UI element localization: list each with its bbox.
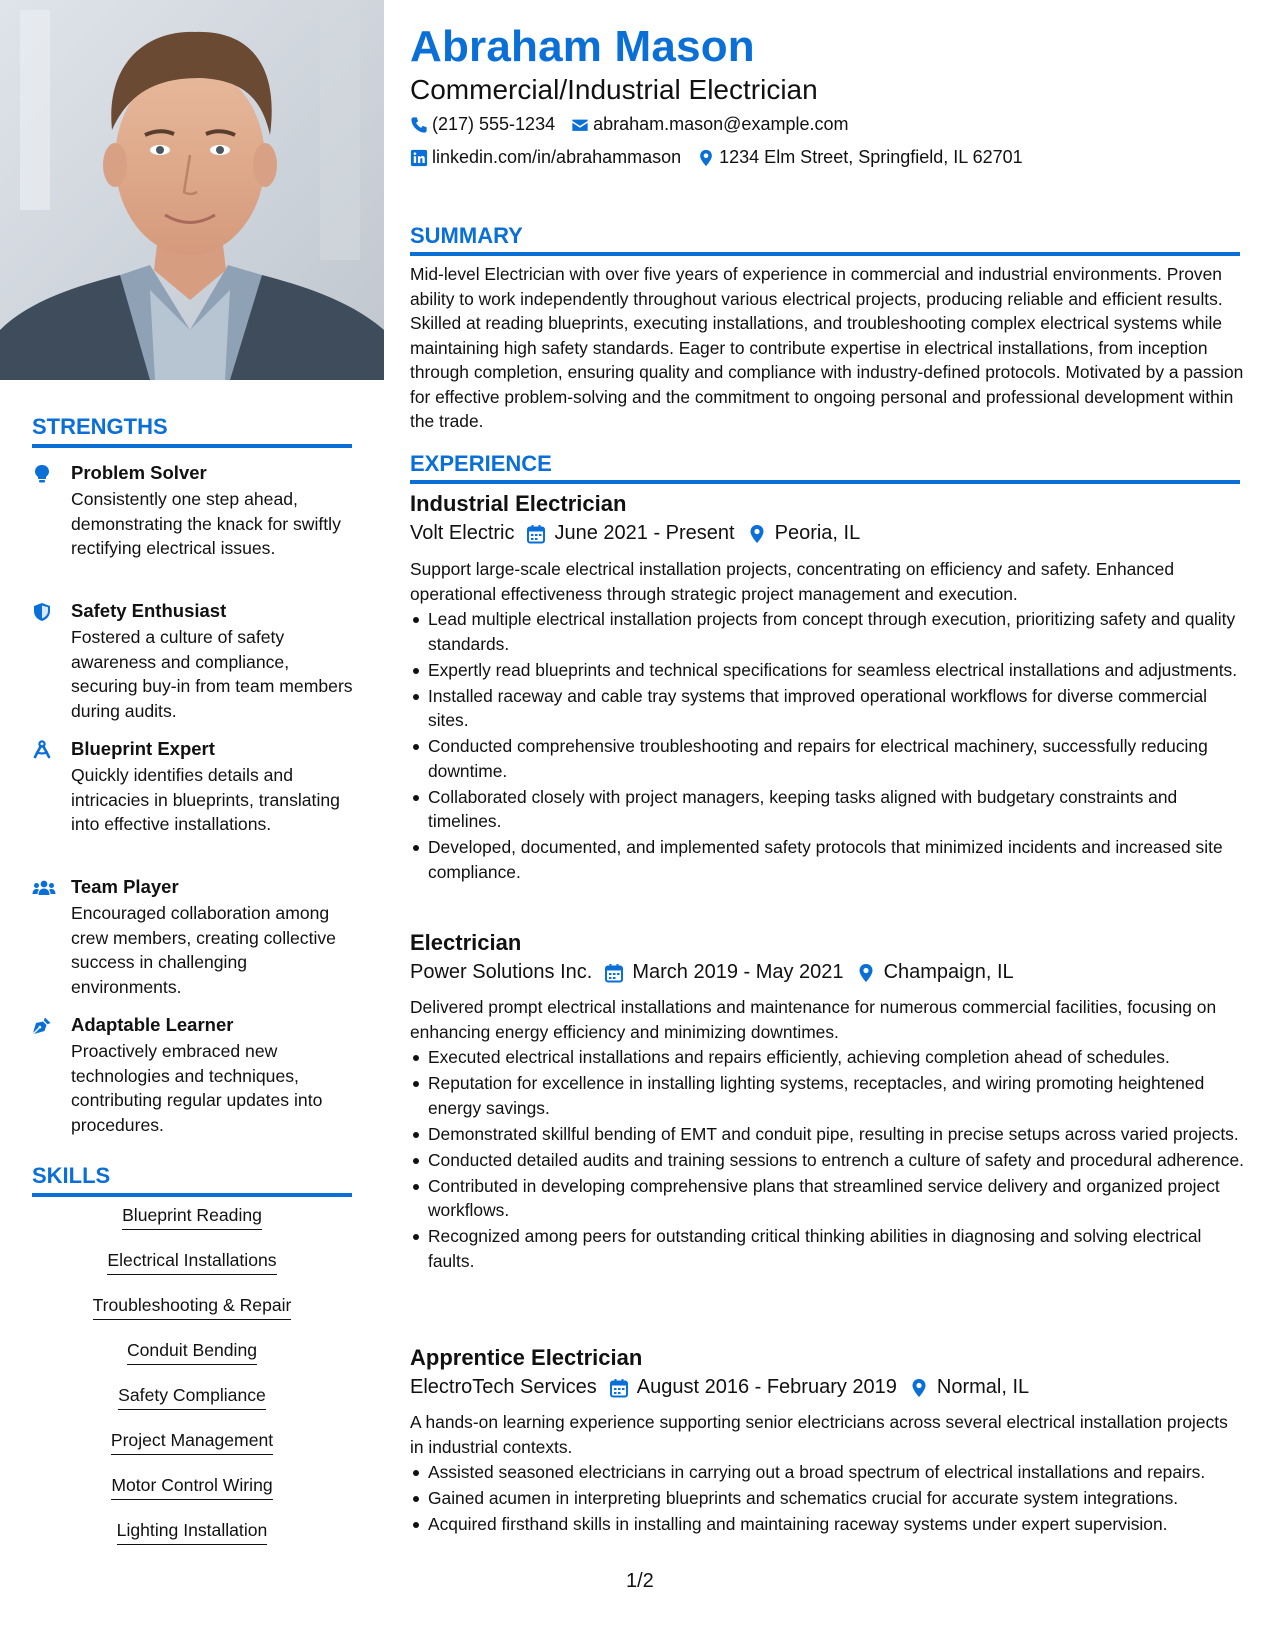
sidebar — [0, 0, 384, 1650]
strengths-rule — [32, 444, 352, 448]
bullet-item: Gained acumen in interpreting blueprints and schematics crucial for accurate system integrations. — [410, 1486, 1245, 1511]
strengths-heading: STRENGTHS — [32, 414, 168, 439]
job-bullets — [410, 1045, 1245, 1275]
map-pin-icon — [697, 149, 715, 167]
profile-photo — [0, 0, 384, 380]
page-number: 1/2 — [626, 1570, 654, 1592]
pen-nib-icon — [32, 1016, 52, 1036]
bullet-item: Executed electrical installations and repairs efficiently, achieving completion ahead of schedules. — [410, 1045, 1245, 1070]
summary-rule — [410, 252, 1240, 256]
skill-label: Conduit Bending — [127, 1340, 257, 1365]
job-bullets — [410, 1460, 1245, 1538]
skill-label: Lighting Installation — [117, 1520, 268, 1545]
skill-label: Project Management — [111, 1430, 273, 1455]
phone-text: (217) 555-1234 — [432, 114, 556, 134]
compass-drafting-icon — [32, 740, 52, 760]
skill-item — [30, 1475, 354, 1520]
envelope-icon — [571, 116, 589, 134]
strength-name: Adaptable Learner — [71, 1014, 234, 1035]
bullet-item: Demonstrated skillful bending of EMT and conduit pipe, resulting in precise setups across varied projects. — [410, 1122, 1245, 1147]
skill-item — [30, 1430, 354, 1475]
experience-heading: EXPERIENCE — [410, 451, 552, 476]
bullet-item: Conducted detailed audits and training sessions to entrench a culture of safety and procedural adherence. — [410, 1148, 1245, 1173]
bullet-item: Contributed in developing comprehensive plans that streamlined service delivery and organized project workflows. — [410, 1174, 1245, 1223]
candidate-title: Commercial/Industrial Electrician — [410, 74, 818, 105]
job-company: Volt Electric — [410, 522, 515, 544]
job-meta — [410, 1376, 1029, 1399]
job-title: Apprentice Electrician — [410, 1345, 643, 1370]
bullet-item: Collaborated closely with project managers, keeping tasks aligned with budgetary constraints and timelines. — [410, 785, 1245, 834]
skills-heading: SKILLS — [32, 1163, 111, 1188]
phone[interactable] — [410, 114, 555, 135]
job-location: Champaign, IL — [883, 961, 1014, 983]
phone-icon — [410, 116, 428, 134]
job-meta — [410, 522, 860, 545]
job-description: A hands-on learning experience supporting senior electricians across several electrical installation projects in industrial contexts. — [410, 1412, 1228, 1457]
skills-list — [30, 1205, 354, 1565]
email-text: abraham.mason@example.com — [593, 114, 849, 134]
lightbulb-icon — [32, 464, 52, 484]
job-location: Peoria, IL — [774, 522, 861, 544]
bullet-item: Assisted seasoned electricians in carrying out a broad spectrum of electrical installations and repairs. — [410, 1460, 1245, 1485]
strength-description: Quickly identifies details and intricacies in blueprints, translating into effective installations. — [71, 765, 340, 834]
job-meta — [410, 961, 1014, 984]
skill-item — [30, 1295, 354, 1340]
linkedin[interactable] — [410, 147, 681, 168]
bullet-item: Acquired firsthand skills in installing and maintaining raceway systems under expert supervision. — [410, 1512, 1245, 1537]
strength-description: Proactively embraced new technologies and techniques, contributing regular updates into procedures. — [71, 1041, 323, 1135]
bullet-item: Conducted comprehensive troubleshooting and repairs for electrical machinery, successfully reducing downtime. — [410, 734, 1245, 783]
skill-label: Troubleshooting & Repair — [93, 1295, 292, 1320]
map-pin-icon — [909, 1378, 929, 1398]
skill-item — [30, 1250, 354, 1295]
bullet-item: Expertly read blueprints and technical specifications for seamless electrical installations and adjustments. — [410, 658, 1245, 683]
address — [697, 147, 1023, 168]
strength-name: Problem Solver — [71, 462, 207, 483]
strength-name: Safety Enthusiast — [71, 600, 227, 621]
contact-row-2 — [410, 147, 1039, 168]
skill-label: Blueprint Reading — [122, 1205, 262, 1230]
skill-item — [30, 1340, 354, 1385]
job-company: ElectroTech Services — [410, 1376, 597, 1398]
job-location: Normal, IL — [936, 1376, 1030, 1398]
address-text: 1234 Elm Street, Springfield, IL 62701 — [719, 147, 1023, 167]
contact-row-1 — [410, 114, 864, 135]
strength-description: Encouraged collaboration among crew members, creating collective success in challenging environments. — [71, 903, 336, 997]
experience-rule — [410, 480, 1240, 484]
shield-icon — [32, 602, 52, 622]
users-icon — [32, 878, 56, 898]
skill-label: Motor Control Wiring — [111, 1475, 272, 1500]
skill-item — [30, 1205, 354, 1250]
job-company: Power Solutions Inc. — [410, 961, 593, 983]
strength-name: Blueprint Expert — [71, 738, 215, 759]
job-title: Industrial Electrician — [410, 491, 627, 516]
strength-description: Consistently one step ahead, demonstrating the knack for swiftly rectifying electrical issues. — [71, 489, 341, 558]
strength-name: Team Player — [71, 876, 179, 897]
skill-label: Electrical Installations — [107, 1250, 276, 1275]
skills-rule — [32, 1193, 352, 1197]
strength-description: Fostered a culture of safety awareness and compliance, securing buy-in from team members during audits. — [71, 627, 353, 721]
bullet-item: Reputation for excellence in installing lighting systems, receptacles, and wiring promoting heightened energy savings. — [410, 1071, 1245, 1120]
skill-item — [30, 1385, 354, 1430]
job-dates: March 2019 - May 2021 — [632, 961, 844, 983]
calendar-icon — [526, 524, 546, 544]
map-pin-icon — [856, 963, 876, 983]
job-description: Support large-scale electrical installation projects, concentrating on efficiency and safety. Enhanced operational effectiveness through strategic project management and execution. — [410, 559, 1175, 604]
job-dates: June 2021 - Present — [554, 522, 735, 544]
calendar-icon — [604, 963, 624, 983]
job-dates: August 2016 - February 2019 — [636, 1376, 897, 1398]
bullet-item: Installed raceway and cable tray systems that improved operational workflows for diverse commercial sites. — [410, 684, 1245, 733]
map-pin-icon — [747, 524, 767, 544]
skill-item — [30, 1520, 354, 1565]
job-bullets — [410, 607, 1245, 886]
bullet-item: Recognized among peers for outstanding critical thinking abilities in diagnosing and solving electrical faults. — [410, 1224, 1245, 1273]
linkedin-text: linkedin.com/in/abrahammason — [432, 147, 682, 167]
bullet-item: Lead multiple electrical installation projects from concept through execution, prioritizing safety and quality standards. — [410, 607, 1245, 656]
summary-heading: SUMMARY — [410, 223, 523, 248]
main-content — [410, 0, 1245, 1650]
skill-label: Safety Compliance — [118, 1385, 266, 1410]
job-title: Electrician — [410, 930, 522, 955]
summary-text: Mid-level Electrician with over five years of experience in commercial and industrial environments. Proven ability to work independently throughout various electrical projects, producing reliable and efficient results. Skilled at reading blueprints, executing installations, and troubleshooting complex electrical systems while maintaining high safety standards. Eager to contribute expertise in electrical installations, from inception through completion, ensuring quality and compliance with industry-defined protocols. Motivated by a passion for effective problem-solving and the commitment to ongoing personal and professional development within the trade. — [410, 264, 1244, 431]
calendar-icon — [609, 1378, 629, 1398]
job-description: Delivered prompt electrical installations and maintenance for numerous commercial facilities, focusing on enhancing energy efficiency and minimizing downtimes. — [410, 997, 1217, 1042]
email[interactable] — [571, 114, 848, 135]
candidate-name: Abraham Mason — [410, 22, 755, 71]
bullet-item: Developed, documented, and implemented safety protocols that minimized incidents and increased site compliance. — [410, 835, 1245, 884]
linkedin-icon — [410, 149, 428, 167]
